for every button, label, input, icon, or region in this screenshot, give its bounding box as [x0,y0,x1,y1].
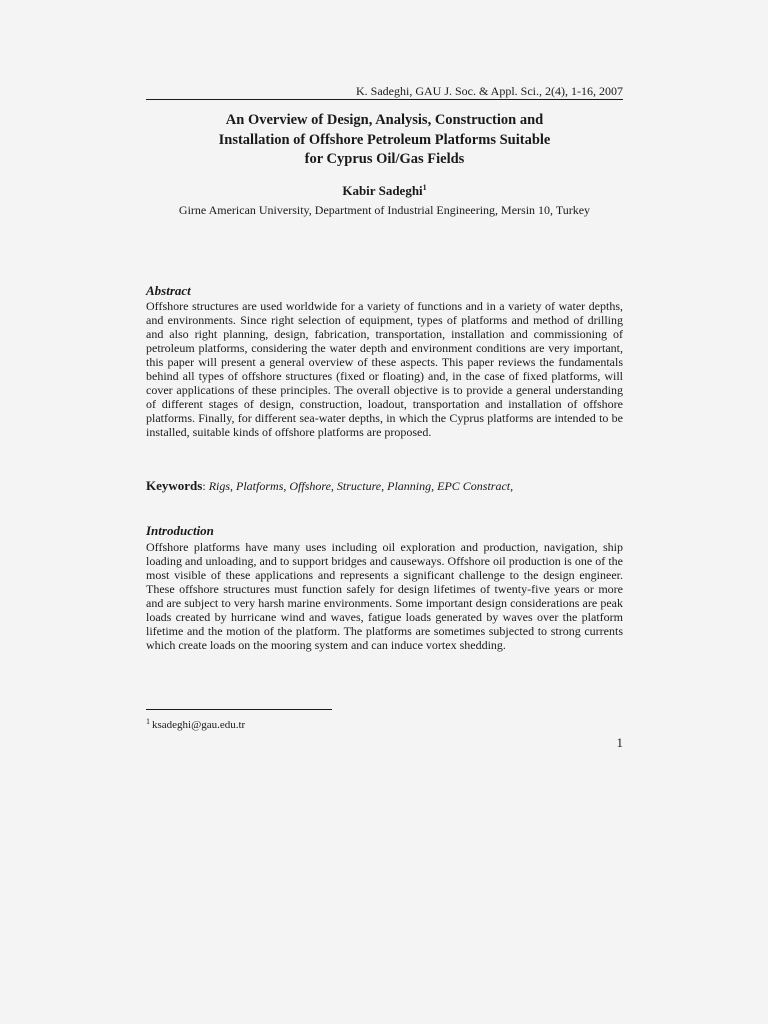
introduction-text: Offshore platforms have many uses including oil exploration and production, navigation, ship loading and unloading, and to support bridges and causeways. Offshore oil production is one of the most visible of these applications and represents a significant challenge to the design engineer. These offshore structures must function safely for design lifetimes of twenty-five years or more and are subject to very harsh marine environments. Some important design considerations are peak loads created by hurricane wind and waves, fatigue loads generated by waves over the platform lifetime and the motion of the platform. The platforms are sometimes subjected to strong currents which create loads on the mooring system and can induce vortex shedding. [146,540,623,652]
abstract-text: Offshore structures are used worldwide for a variety of functions and in a variety of water depths, and environments. Since right selection of equipment, types of platforms and method of drilling and also right planning, design, fabrication, transportation, installation and commissioning of petroleum platforms, considering the water depth and environment conditions are very important, this paper will present a general overview of these aspects. This paper reviews the fundamentals behind all types of offshore structures (fixed or floating) and, in the case of fixed platforms, will cover applications of these principles. The overall objective is to provide a general understanding of different stages of design, construction, loadout, transportation and installation of offshore platforms. Finally, for different sea-water depths, in which the Cyprus platforms are intended to be installed, suitable kinds of offshore platforms are proposed. [146,299,623,439]
footnote-rule [146,709,332,710]
abstract-heading: Abstract [146,283,191,298]
author-name-text: Kabir Sadeghi [342,183,423,198]
header-rule [146,99,623,100]
running-header-citation: K. Sadeghi, GAU J. Soc. & Appl. Sci., 2(4), 1-16, 2007 [356,84,623,98]
author-affiliation: Girne American University, Department of Industrial Engineering, Mersin 10, Turkey [178,203,591,217]
footnote [146,715,245,732]
footnote-email: ksadeghi@gau.edu.tr [152,719,246,731]
title-line-2: Installation of Offshore Petroleum Platforms Suitable [218,131,551,148]
keywords-line [146,478,623,494]
author-footnote-mark: 1 [422,183,427,192]
author-name [146,180,623,199]
keywords-separator: : [202,479,209,493]
footnote-mark: 1 [146,717,150,726]
introduction-heading: Introduction [146,523,214,538]
title-line-1: An Overview of Design, Analysis, Construction and [225,112,544,128]
keywords-label: Keywords [146,478,203,493]
paper-title [146,111,623,170]
page-number: 1 [616,735,623,750]
keywords-list: Rigs, Platforms, Offshore, Structure, Planning, EPC Constract, [208,479,514,493]
title-line-3: for Cyprus Oil/Gas Fields [304,151,465,167]
